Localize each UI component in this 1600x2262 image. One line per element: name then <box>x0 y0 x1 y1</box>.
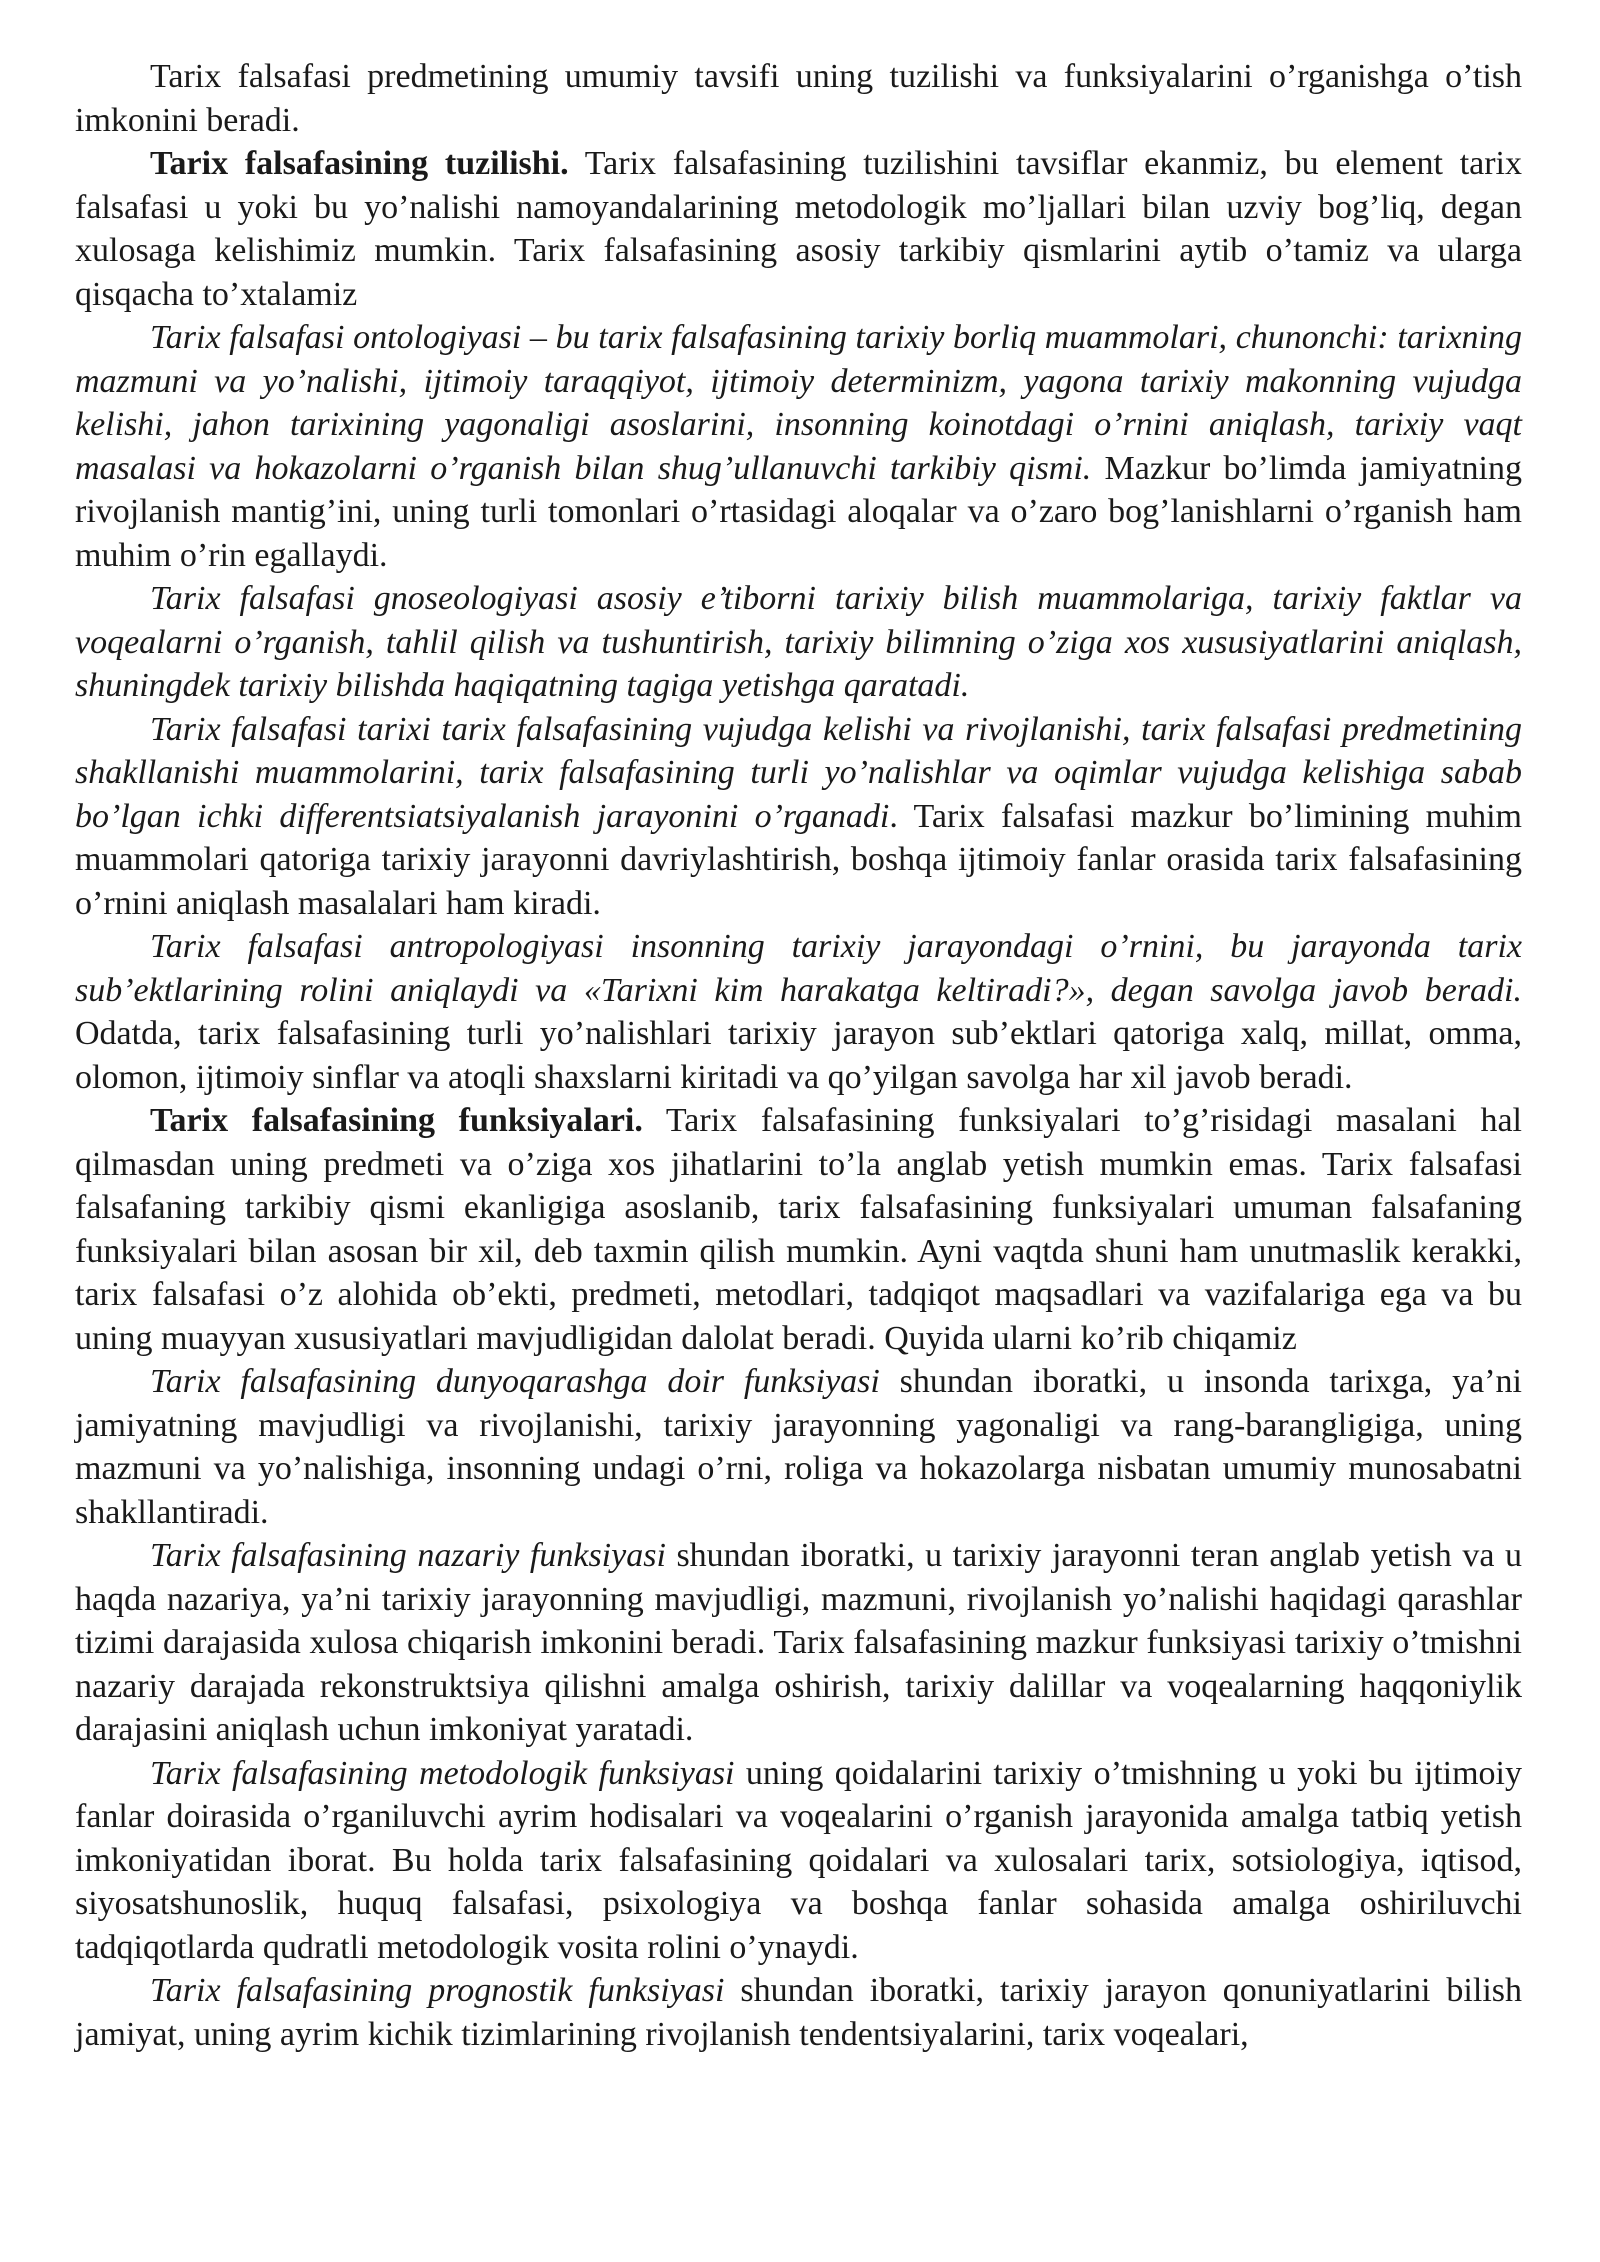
document-page <box>75 55 1522 2056</box>
paragraph-text: uning qoidalarini tarixiy o’tmishning u yoki bu ijtimoiy fanlar doirasida o’rganiluvchi ayrim hodisalari va voqealarini o’rganish jarayonida amalga tatbiq yetish imkoniyatidan iborat. Bu holda tarix falsafasining qoidalari va xulosalari tarix, sotsiologiya, iqtisod, siyosatshunoslik, huquq falsafasi, psixologiya va boshqa fanlar sohasida amalga oshiriluvchi tadqiqotlarda qudratli metodologik vosita rolini o’ynaydi. <box>75 1754 1522 1966</box>
paragraph-history <box>75 708 1522 926</box>
paragraph-text: Tarix falsafasining tuzilishini tavsiflar ekanmiz, bu element tarix falsafasi u yoki bu yo’nalishi namoyandalarining metodologik mo’ljallari bilan uzviy bog’liq, degan xulosaga kelishimiz mumkin. Tarix falsafasining asosiy tarkibiy qismlarini aytib o’tamiz va ularga qisqacha to’xtalamiz <box>75 145 1522 313</box>
paragraph-ontology <box>75 316 1522 577</box>
section-heading-functions: Tarix falsafasining funksiyalari. <box>150 1102 643 1139</box>
term-definition: Tarix falsafasi ontologiyasi – bu tarix falsafasining tarixiy borliq muammolari, chunonchi: tarixning mazmuni va yo’nalishi, ijtimoiy taraqqiyot, ijtimoiy determinizm, yagona tarixiy makonning vujudga kelishi, jahon tarixining yagonaligi asoslarini, insonning koinotdagi o’rnini aniqlash, tarixiy vaqt masalasi va hokazolarni o’rganish bilan shug’ullanuvchi tarkibiy qismi. <box>75 319 1522 487</box>
term-definition: Tarix falsafasining metodologik funksiyasi <box>150 1754 735 1792</box>
paragraph-text: shundan iboratki, u insonda tarixga, ya’ni jamiyatning mavjudligi va rivojlanishi, tarixiy jarayonning yagonaligi va rang-barangligiga, uning mazmuni va yo’nalishiga, insonning undagi o’rni, roliga va hokazolarga nisbatan umumiy munosabatni shakllantiradi. <box>75 1363 1522 1531</box>
paragraph-theoretical-function <box>75 1534 1522 1752</box>
paragraph-text: shundan iboratki, u tarixiy jarayonni teran anglab yetish va u haqda nazariya, ya’ni tarixiy jarayonning mavjudligi, mazmuni, rivojlanish yo’nalishi haqidagi qarashlar tizimi darajasida xulosa chiqarish imkonini beradi. Tarix falsafasining mazkur funksiyasi tarixiy o’tmishni nazariy darajada rekonstruktsiya qilishni amalga oshirish, tarixiy dalillar va voqealarning haqqoniylik darajasini aniqlash uchun imkoniyat yaratadi. <box>75 1537 1523 1748</box>
paragraph-prognostic-function <box>75 1969 1522 2056</box>
paragraph-text: . Tarix falsafasi mazkur bo’limining muhim muammolari qatoriga tarixiy jarayonni davriylashtirish, boshqa ijtimoiy fanlar orasida tarix falsafasining o’rnini aniqlash masalalari ham kiradi. <box>75 797 1522 922</box>
paragraph-anthropology <box>75 925 1522 1099</box>
paragraph-text: Tarix falsafasining funksiyalari to’g’risidagi masalani hal qilmasdan uning predmeti va o’ziga xos jihatlarini to’la anglab yetish mumkin emas. Tarix falsafasi falsafaning tarkibiy qismi ekanligiga asoslanib, tarix falsafasining funksiyalari umuman falsafaning funksiyalari bilan asosan bir xil, deb taxmin qilish mumkin. Ayni vaqtda shuni ham unutmaslik kerakki, tarix falsafasi o’z alohida ob’ekti, predmeti, metodlari, tadqiqot maqsadlari va vazifalariga ega va bu uning muayyan xususiyatlari mavjudligidan dalolat beradi. Quyida ularni ko’rib chiqamiz <box>75 1102 1522 1357</box>
paragraph-structure <box>75 142 1522 316</box>
term-definition: Tarix falsafasining dunyoqarashga doir funksiyasi <box>150 1363 880 1400</box>
paragraph-text: Tarix falsafasi predmetining umumiy tavsifi uning tuzilishi va funksiyalarini o’rganishga o’tish imkonini beradi. <box>75 58 1522 139</box>
paragraph-gnoseology <box>75 577 1522 708</box>
paragraph-text: Mazkur bo’limda jamiyatning rivojlanish mantig’ini, uning turli tomonlari o’rtasidagi aloqalar va o’zaro bog’lanishlarni o’rganish ham muhim o’rin egallaydi. <box>75 449 1523 574</box>
paragraph-worldview-function <box>75 1360 1522 1534</box>
term-definition: Tarix falsafasining nazariy funksiyasi <box>150 1537 666 1574</box>
paragraph-text: shundan iboratki, tarixiy jarayon qonuniyatlarini bilish jamiyat, uning ayrim kichik tizimlarining rivojlanish tendentsiyalarini, tarix voqealari, <box>75 1972 1522 2053</box>
term-definition: Tarix falsafasining prognostik funksiyasi <box>150 1972 725 2009</box>
paragraph-text: Odatda, tarix falsafasining turli yo’nalishlari tarixiy jarayon sub’ektlari qatoriga xalq, millat, omma, olomon, ijtimoiy sinflar va atoqli shaxslarni kiritadi va qo’yilgan savolga har xil javob beradi. <box>75 1015 1522 1096</box>
term-definition: Tarix falsafasi tarixi tarix falsafasining vujudga kelishi va rivojlanishi, tarix falsafasi predmetining shakllanishi muammolarini, tarix falsafasining turli yo’nalishlar va oqimlar vujudga kelishiga sabab bo’lgan ichki differentsiatsiyalanish jarayonini o’rganadi <box>75 710 1522 835</box>
term-definition: Tarix falsafasi gnoseologiyasi asosiy e’tiborni tarixiy bilish muammolariga, tarixiy faktlar va voqealarni o’rganish, tahlil qilish va tushuntirish, tarixiy bilimning o’ziga xos xususiyatlarini aniqlash, shuningdek tarixiy bilishda haqiqatning tagiga yetishga qaratadi. <box>75 580 1522 704</box>
term-definition: Tarix falsafasi antropologiyasi insonning tarixiy jarayondagi o’rnini, bu jarayonda tarix sub’ektlarining rolini aniqlaydi va «Tarixni kim harakatga keltiradi?», degan savolga javob beradi. <box>75 928 1522 1009</box>
paragraph-functions <box>75 1099 1522 1360</box>
paragraph-intro <box>75 55 1522 142</box>
paragraph-methodological-function <box>75 1752 1522 1970</box>
section-heading-structure: Tarix falsafasining tuzilishi. <box>150 145 569 182</box>
